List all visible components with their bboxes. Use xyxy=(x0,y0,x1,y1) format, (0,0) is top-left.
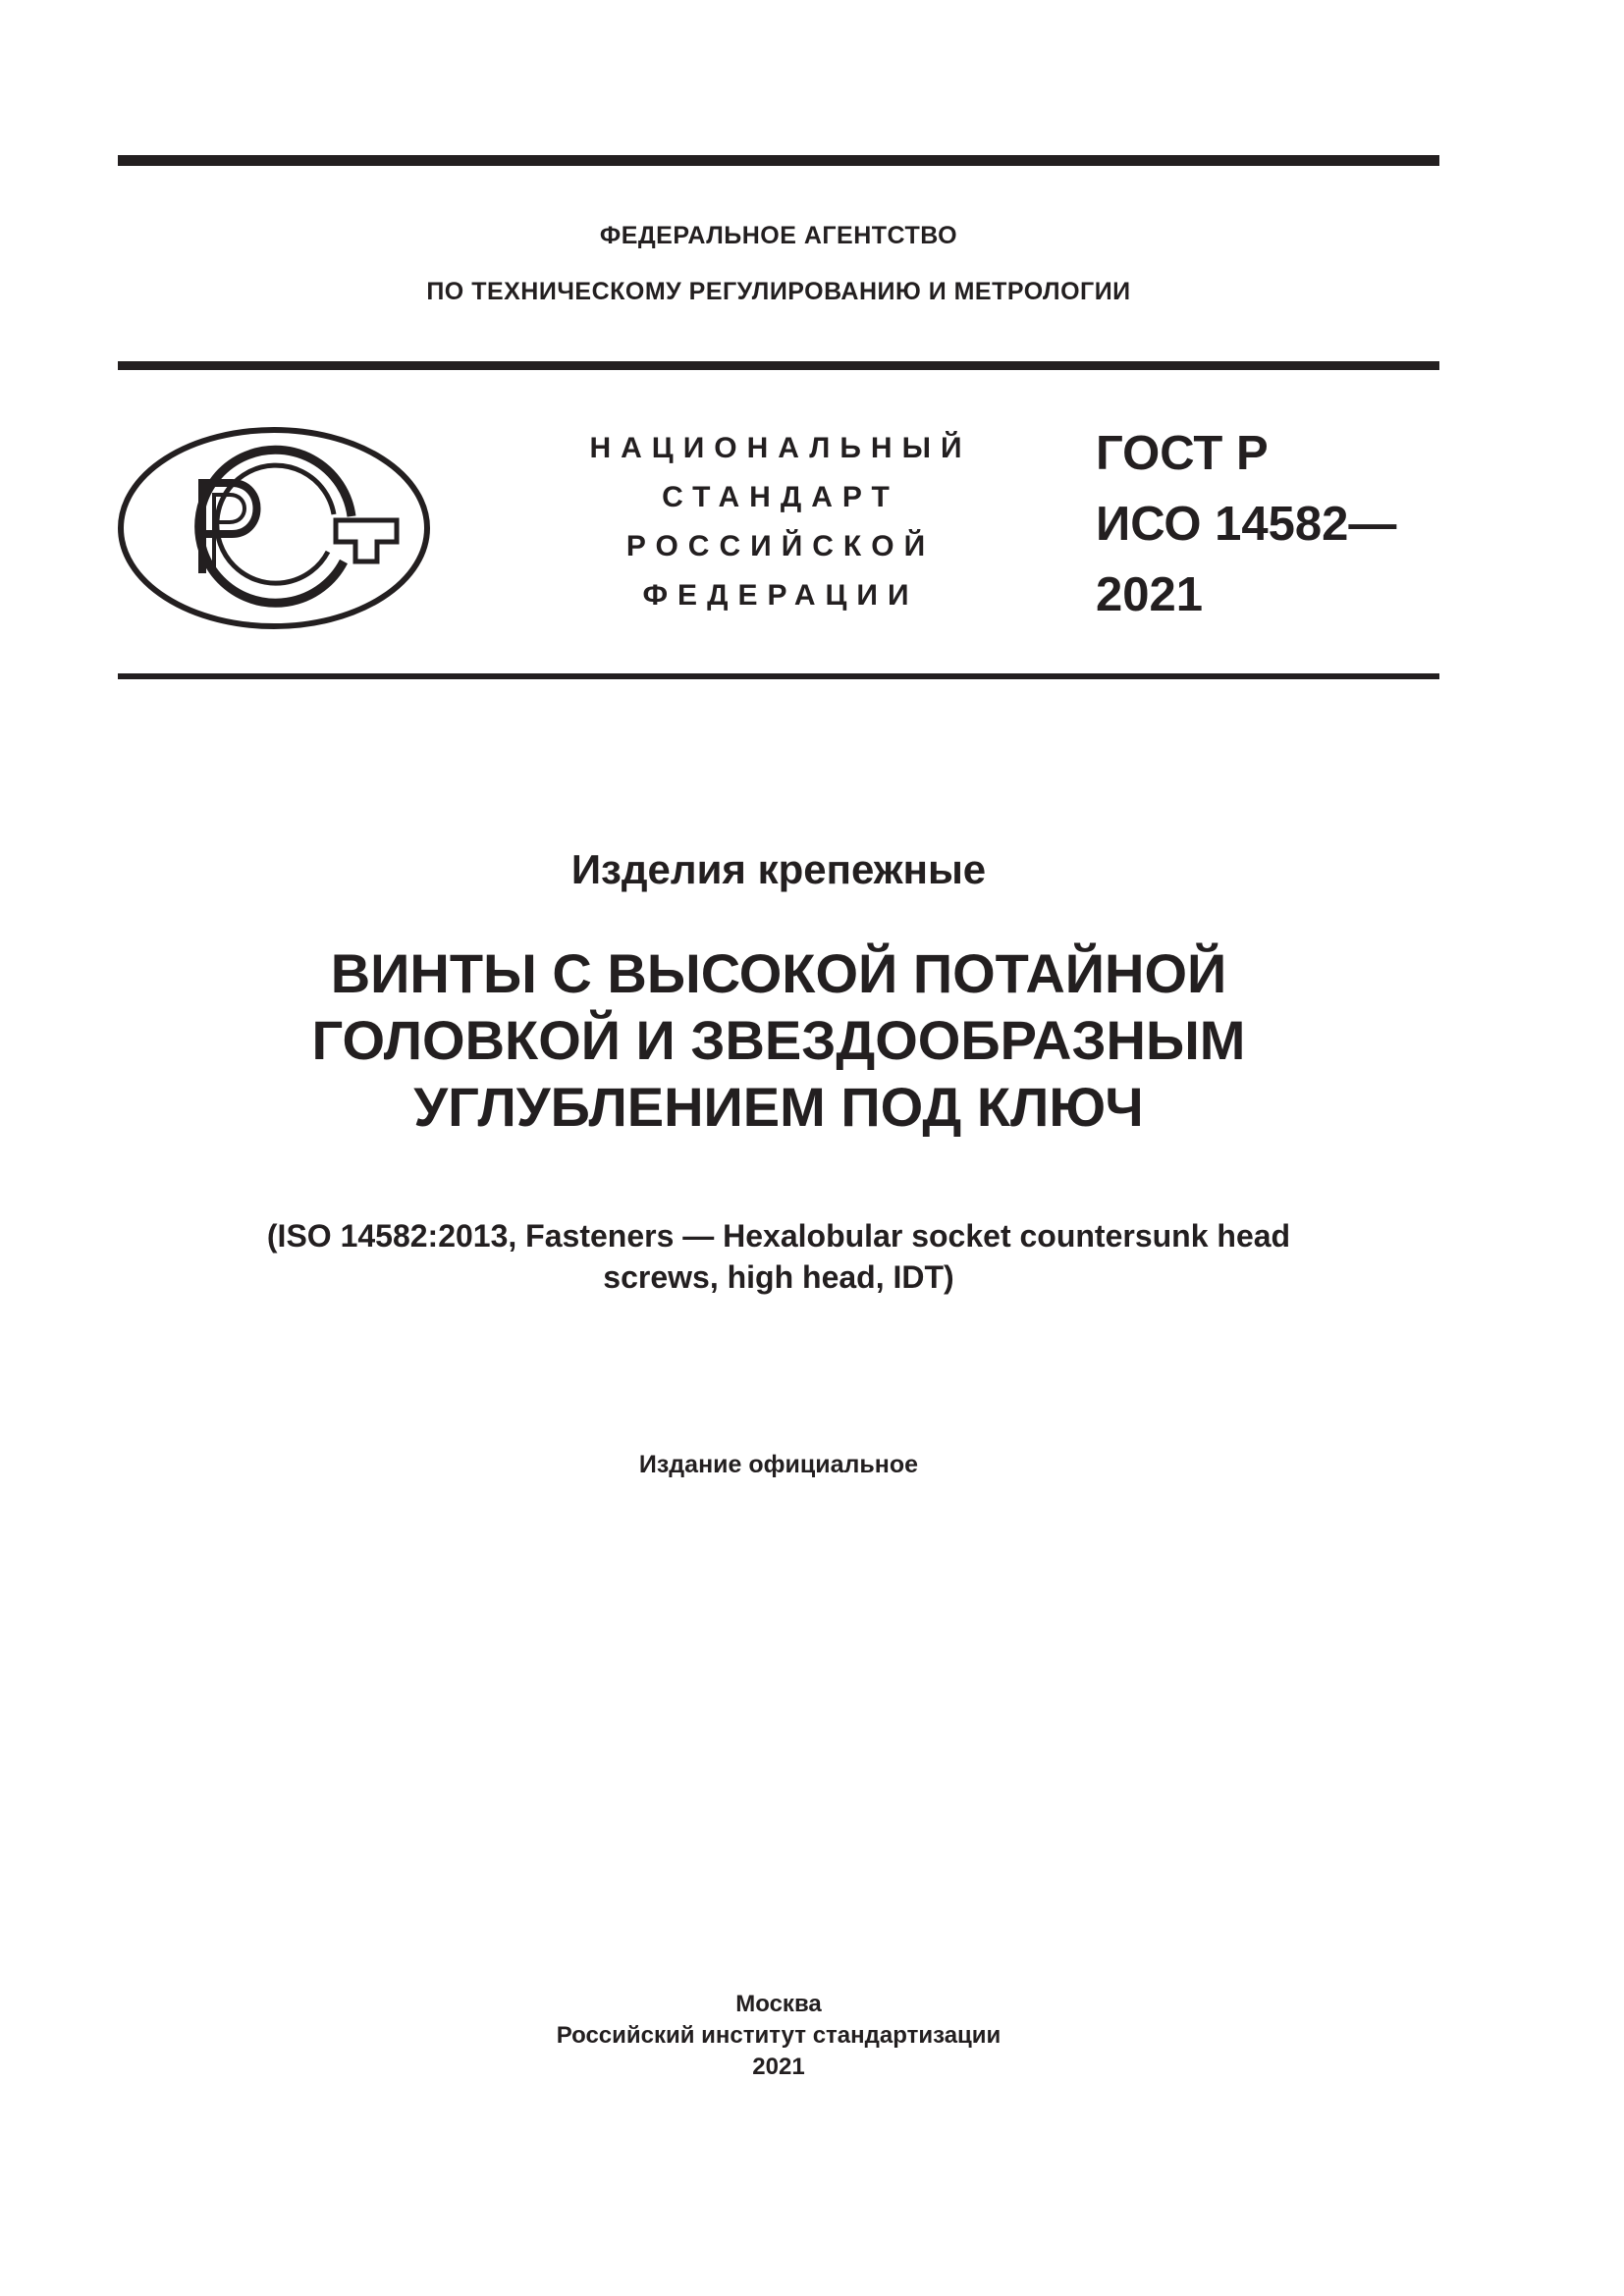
imprint-publisher: Российский институт стандартизации xyxy=(556,2022,1001,2049)
document-group: Изделия крепежные xyxy=(570,846,987,892)
document-title xyxy=(118,940,1439,1141)
intl-line-1: (ISO 14582:2013, Fasteners — Hexalobular socket countersunk head xyxy=(266,1218,1291,1254)
header-bottom-rule xyxy=(118,673,1439,679)
national-line-3: РОССИЙСКОЙ xyxy=(625,530,936,562)
international-reference xyxy=(196,1215,1361,1298)
designation-line-2: ИСО 14582— xyxy=(1096,498,1397,551)
title-line-2: ГОЛОВКОЙ И ЗВЕЗДООБРАЗНЫМ xyxy=(311,1009,1246,1071)
top-rule xyxy=(118,155,1439,166)
agency-line-2: ПО ТЕХНИЧЕСКОМУ РЕГУЛИРОВАНИЮ И МЕТРОЛОГИИ xyxy=(426,278,1131,305)
official-edition: Издание официальное xyxy=(638,1451,919,1478)
header-rule xyxy=(118,361,1439,370)
imprint-year: 2021 xyxy=(752,2054,805,2080)
national-line-4: ФЕДЕРАЦИИ xyxy=(642,579,919,612)
title-line-1: ВИНТЫ С ВЫСОКОЙ ПОТАЙНОЙ xyxy=(330,942,1227,1004)
national-line-2: СТАНДАРТ xyxy=(662,481,899,513)
title-line-3: УГЛУБЛЕНИЕМ ПОД КЛЮЧ xyxy=(413,1076,1144,1138)
designation-line-1: ГОСТ Р xyxy=(1096,427,1269,480)
rst-certification-mark-icon xyxy=(116,426,432,630)
imprint xyxy=(118,1989,1439,2083)
national-standard-caption xyxy=(530,424,1031,620)
imprint-city: Москва xyxy=(735,1991,822,2017)
standard-designation xyxy=(1096,418,1449,630)
national-line-1: НАЦИОНАЛЬНЫЙ xyxy=(589,432,972,464)
intl-line-2: screws, high head, IDT) xyxy=(603,1259,954,1295)
agency-line-1: ФЕДЕРАЛЬНОЕ АГЕНТСТВО xyxy=(599,222,958,249)
designation-line-3: 2021 xyxy=(1096,568,1204,621)
